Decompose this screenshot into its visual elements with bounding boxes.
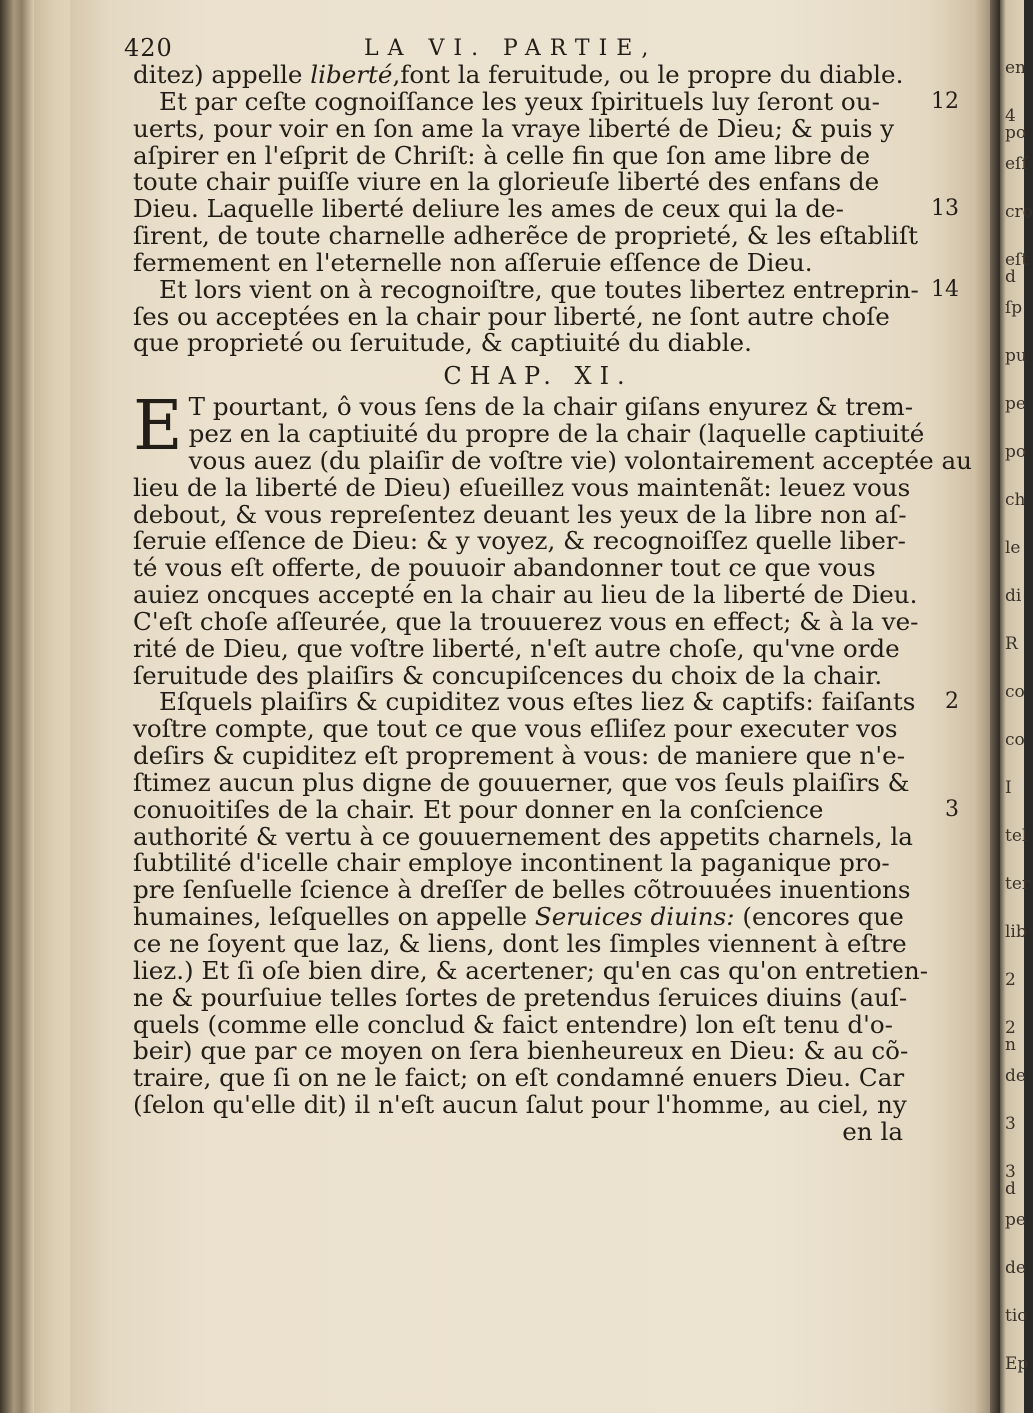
text-line (133, 472, 913, 502)
italic-term: Seruices diuins: (534, 902, 735, 932)
text-line (133, 580, 918, 610)
running-title: LA VI. PARTIE, (364, 36, 658, 61)
text-line (133, 633, 913, 663)
text-segment: (encores que (734, 902, 904, 932)
facing-page-fragment: I (1005, 778, 1012, 798)
text-line (133, 301, 913, 331)
text-segment: C'eſt choſe aſſeurée, que la trouuerez vous en effect; & à la ve- (133, 606, 919, 636)
page-number: 420 (124, 34, 173, 62)
text-segment: authorité & vertu à ce gouuernement des appetits charnels, la (133, 821, 913, 851)
text-segment: ſubtilité d'icelle chair employe incontinent la paganique pro- (133, 848, 890, 878)
text-segment: liez.) Et ſi oſe bien dire, & acertener; qu'en cas qu'on entretien- (133, 955, 928, 985)
text-segment: toute chair puiſſe viure en la glorieuſe liberté des enfans de (133, 167, 880, 197)
text-line (133, 528, 913, 555)
text-segment: debout, & vous repreſentez deuant les yeux de la libre non aſ- (133, 499, 907, 529)
text-line (133, 221, 918, 251)
verse-number: 2 (945, 689, 959, 715)
verse-number: 3 (945, 796, 959, 822)
facing-page-fragment: en (1005, 58, 1027, 78)
text-line (133, 555, 913, 582)
paragraph-1 (133, 86, 959, 277)
text-segment: Eſquels plaiſirs & cupiditez vous eſtes liez & captifs: faiſants (159, 687, 916, 717)
text-segment: ſeruie eſſence de Dieu: & y voyez, & recognoiſſez quelle liber- (133, 526, 906, 556)
facing-page-fragment: de (1005, 1258, 1026, 1278)
paragraph-2 (133, 274, 959, 358)
text-segment: beir) que par ce moyen on ſera bienheureux en Dieu: & au cõ- (133, 1036, 909, 1066)
binding-gutter (990, 0, 1000, 1413)
text-line (133, 767, 913, 797)
text-segment: humaines, leſquelles on appelle (133, 902, 535, 932)
facing-page-fragment: ter (1005, 874, 1031, 894)
facing-page-fragment: pe (1005, 1210, 1026, 1230)
text-segment: ſtimez aucun plus digne de gouuerner, que vos ſeuls plaiſirs & (133, 767, 910, 797)
text-line (159, 86, 959, 116)
facing-page-edge (1000, 0, 1033, 1413)
facing-page-fragment: co (1005, 682, 1025, 702)
verse-number: 14 (931, 276, 959, 302)
text-line (133, 394, 913, 421)
text-line (159, 274, 959, 304)
text-segment: ſes ou acceptées en la chair pour liberté, ne ſont autre choſe (133, 301, 890, 331)
text-segment: ſirent, de toute charnelle adherẽce de proprieté, & les eſtabliſt (133, 221, 918, 251)
facing-page-fragment: ch (1005, 490, 1026, 510)
text-segment: conuoitiſes de la chair. Et pour donner en la conſcience (133, 794, 824, 824)
facing-page-fragment: 4 po (1005, 106, 1027, 143)
text-line (133, 1009, 913, 1039)
facing-page-fragment: R (1005, 634, 1018, 654)
facing-page-fragment: eſt d (1005, 250, 1029, 287)
text-line (133, 821, 913, 851)
text-line (133, 445, 972, 475)
page-stack-edge (0, 0, 34, 1413)
text-segment: té vous eſt offerte, de pouuoir abandonner tout ce que vous (133, 553, 876, 583)
text-segment: auiez oncques accepté en la chair au lieu de la liberté de Dieu. (133, 580, 918, 610)
text-line (133, 955, 928, 985)
text-line (133, 743, 913, 770)
text-segment: Et par ceſte cognoiſſance les yeux ſpirituels luy ſeront ou- (159, 86, 880, 116)
text-line (133, 499, 913, 529)
facing-page-fragment: ſp (1005, 298, 1023, 318)
text-segment: uerts, pour voir en ſon ame la vraye liberté de Dieu; & puis y (133, 113, 895, 143)
page-header (124, 32, 884, 62)
text-line (133, 113, 913, 143)
text-line (133, 982, 913, 1012)
text-segment: voſtre compte, que tout ce que vous eſliſez pour executer vos (133, 714, 898, 744)
facing-page-fragment: tio (1005, 1306, 1028, 1326)
text-segment: pez en la captiuité du propre de la chair (laquelle captiuité (188, 418, 925, 448)
text-segment: Dieu. Laquelle liberté deliure les ames de ceux qui la de- (133, 194, 844, 224)
text-line (133, 931, 913, 958)
text-line (133, 660, 913, 690)
page-body (133, 60, 972, 1146)
text-line (133, 687, 959, 717)
text-segment: ,font la feruitude, ou le propre du diable. (392, 60, 904, 89)
facing-page-fragment: le (1005, 538, 1021, 558)
text-segment: ditez) appelle (133, 60, 311, 89)
verse-number: 12 (931, 88, 959, 114)
text-line (133, 1038, 913, 1065)
text-line (133, 904, 913, 931)
drop-cap: E (133, 387, 183, 467)
text-line (133, 606, 919, 636)
text-segment: quels (comme elle conclud & faict entendre) lon eſt tenu d'o- (133, 1009, 893, 1039)
text-line (133, 418, 925, 448)
facing-page-fragment: Ep (1005, 1354, 1029, 1374)
facing-page-fragment: co (1005, 730, 1025, 750)
italic-term: liberté (310, 60, 393, 89)
text-segment: traire, que ſi on ne le faict; on eſt condamné enuers Dieu. Car (133, 1063, 905, 1093)
facing-page-fragment: 3 d (1005, 1162, 1016, 1199)
verse-number: 13 (931, 196, 959, 222)
facing-page-fragment: pu (1005, 346, 1027, 366)
facing-page-fragment: cro (1005, 202, 1033, 222)
text-segment: (ſelon qu'elle dit) il n'eſt aucun ſalut pour l'homme, au ciel, ny (133, 1090, 907, 1120)
text-line (133, 169, 913, 196)
text-segment: lieu de la liberté de Dieu) eſueillez vous maintenãt: leuez vous (133, 472, 911, 502)
text-segment: fermement en l'eternelle non aſſeruie eſſence de Dieu. (133, 247, 813, 277)
text-line-top (133, 62, 913, 89)
text-segment: rité de Dieu, que voſtre liberté, n'eſt autre choſe, qu'vne orde (133, 633, 900, 663)
text-line (133, 1092, 913, 1119)
text-segment: pre ſenſuelle ſcience à dreſſer de belles cõtrouuées inuentions (133, 875, 911, 905)
facing-page-fragment: po (1005, 442, 1027, 462)
chapter-heading: CHAP. XI. (443, 362, 633, 391)
text-line (133, 877, 913, 904)
text-segment: ne & pourſuiue telles ſortes de pretendus ſeruices diuins (auſ- (133, 982, 908, 1012)
text-segment: Et lors vient on à recognoiſtre, que toutes libertez entreprin- (159, 274, 919, 304)
text-segment: deſirs & cupiditez eſt proprement à vous: de maniere que n'e- (133, 741, 906, 771)
facing-page-fragment: 2 (1005, 970, 1016, 990)
facing-page-fragment: di (1005, 586, 1022, 606)
text-line (133, 1065, 913, 1092)
facing-page-fragment: 3 (1005, 1114, 1016, 1134)
chapter-body (133, 387, 972, 1120)
text-segment: ſeruitude des plaiſirs & concupiſcences du choix de la chair. (133, 660, 883, 690)
text-line (133, 850, 913, 877)
text-line (133, 716, 913, 743)
text-line (133, 140, 913, 170)
text-segment: ce ne ſoyent que laz, & liens, dont les ſimples viennent à eſtre (133, 929, 907, 958)
text-segment: que proprieté ou ſeruitude, & captiuité du diable. (133, 328, 752, 358)
facing-page-fragment: 2 n (1005, 1018, 1016, 1055)
catchword: en la (842, 1116, 903, 1146)
text-line (133, 330, 913, 357)
text-segment: aſpirer en l'eſprit de Chriſt: à celle fin que ſon ame libre de (133, 140, 871, 170)
facing-page-fragment: eſſ (1005, 154, 1028, 174)
text-line (133, 247, 913, 277)
text-segment: vous auez (du plaiſir de voſtre vie) volontairement acceptée au (188, 445, 972, 475)
text-line (133, 194, 959, 224)
facing-page-fragment: tel (1005, 826, 1028, 846)
facing-page-fragment: de (1005, 1066, 1026, 1086)
facing-page-fragment: pe (1005, 394, 1026, 414)
facing-page-fragment: lib (1005, 922, 1027, 942)
text-segment: T pourtant, ô vous ſens de la chair giſans enyurez & trem- (188, 392, 914, 422)
text-line (133, 794, 959, 824)
